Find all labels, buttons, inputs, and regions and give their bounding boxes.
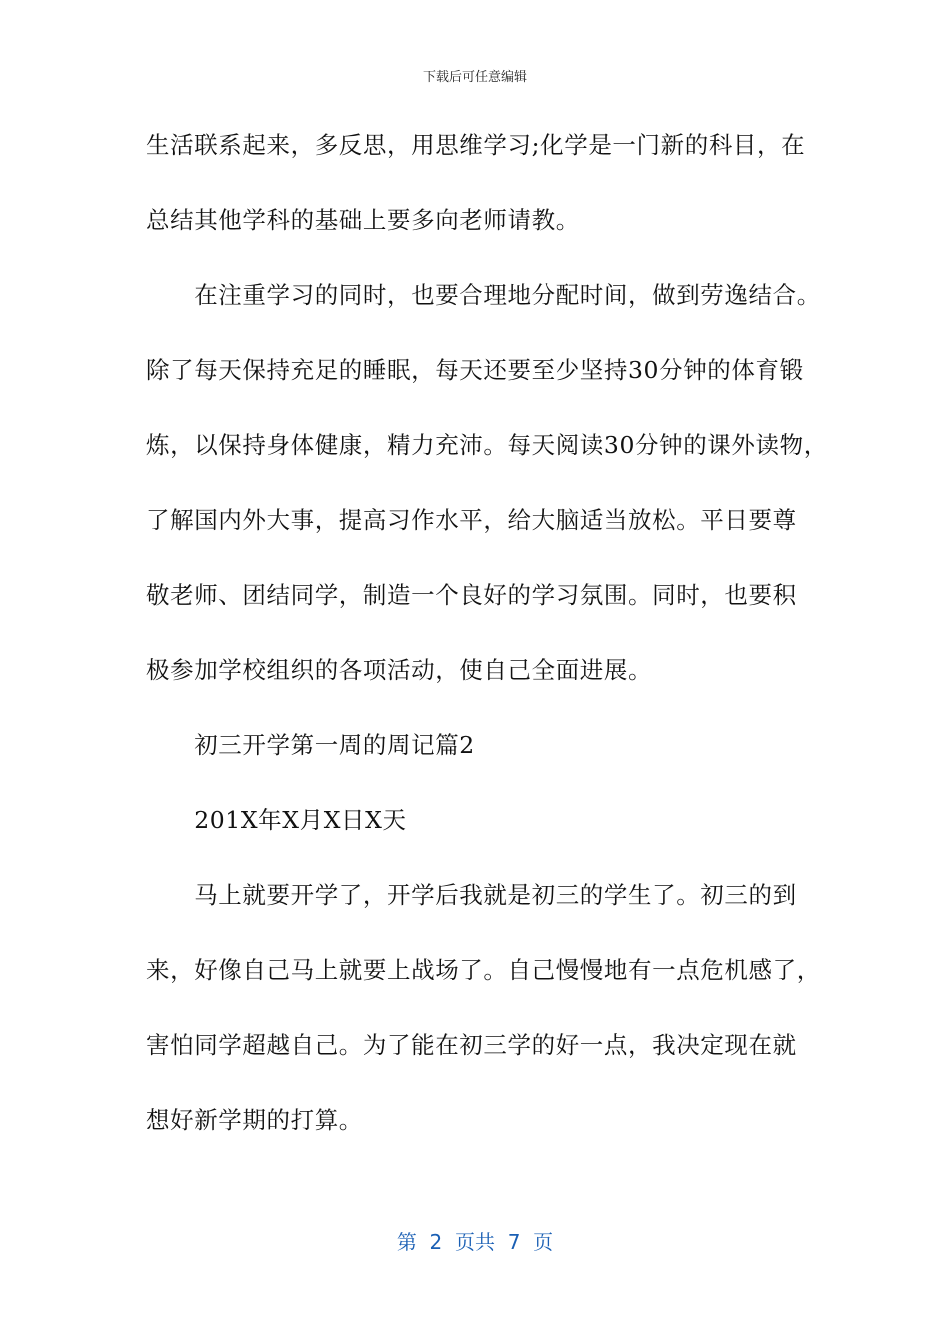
text-line: 马上就要开学了，开学后我就是初三的学生了。初三的到 — [146, 881, 797, 909]
section-title: 初三开学第一周的周记篇2 — [146, 731, 475, 759]
header-note: 下载后可任意编辑 — [422, 70, 527, 85]
text-line: 在注重学习的同时，也要合理地分配时间，做到劳逸结合。 — [146, 281, 821, 309]
text-line: 来，好像自己马上就要上战场了。自己慢慢地有一点危机感了， — [146, 956, 821, 984]
text-line: 总结其他学科的基础上要多向老师请教。 — [146, 206, 580, 234]
text-line: 炼，以保持身体健康，精力充沛。每天阅读30分钟的课外读物， — [146, 431, 828, 459]
text-line: 极参加学校组织的各项活动，使自己全面进展。 — [146, 656, 653, 684]
text-line: 除了每天保持充足的睡眠，每天还要至少坚持30分钟的体育锻 — [146, 356, 804, 384]
text-line: 了解国内外大事，提高习作水平，给大脑适当放松。平日要尊 — [146, 506, 797, 534]
text-line: 害怕同学超越自己。为了能在初三学的好一点，我决定现在就 — [146, 1031, 797, 1059]
date-line: 201X年X月X日X天 — [146, 806, 407, 834]
page-number-footer: 第 2 页共 7 页 — [396, 1230, 554, 1254]
text-line: 敬老师、团结同学，制造一个良好的学习氛围。同时，也要积 — [146, 581, 797, 609]
text-line: 想好新学期的打算。 — [146, 1106, 363, 1134]
text-line: 生活联系起来，多反思，用思维学习;化学是一门新的科目，在 — [146, 131, 806, 159]
